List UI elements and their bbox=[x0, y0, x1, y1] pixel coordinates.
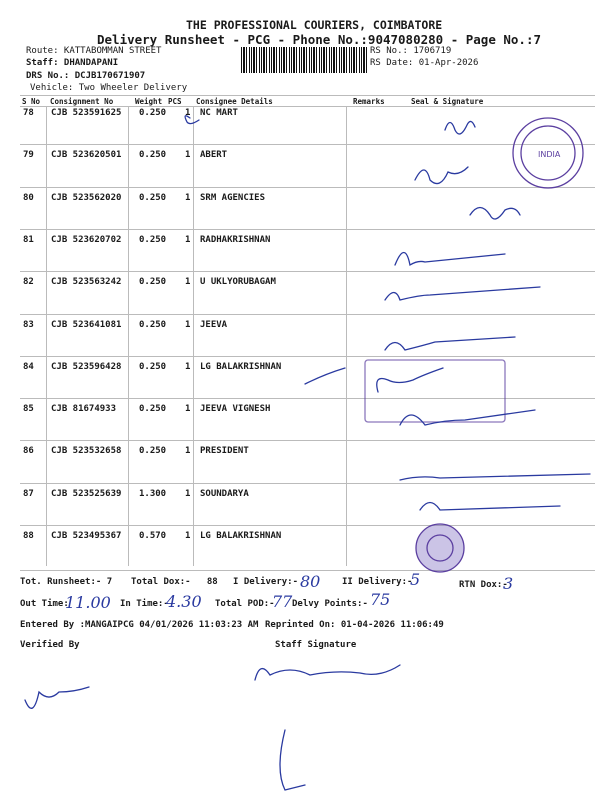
row-consignee: JEEVA bbox=[200, 319, 228, 330]
row-consignment-no: CJB 523591625 bbox=[51, 108, 122, 118]
entered-by: Entered By :MANGAIPCG 04/01/2026 11:03:23 AM bbox=[20, 620, 259, 630]
row-pcs: 1 bbox=[185, 234, 191, 245]
row-consignment-no: CJB 81674933 bbox=[51, 404, 117, 415]
ii-delivery-label: II Delivery:- bbox=[342, 577, 413, 587]
verified-by-label: Verified By bbox=[20, 640, 80, 650]
row-consignee: SRM AGENCIES bbox=[200, 192, 266, 203]
row-consignment-no: CJB 523562020 bbox=[51, 192, 122, 203]
row-sno: 78 bbox=[23, 108, 34, 118]
col-remarks: Remarks bbox=[353, 97, 385, 106]
row-sno: 81 bbox=[23, 234, 34, 245]
svg-text:INDIA: INDIA bbox=[538, 150, 561, 159]
pen-mark bbox=[280, 730, 305, 790]
tick-row-84 bbox=[305, 368, 345, 384]
tot-runsheet: Tot. Runsheet:- 7 bbox=[20, 577, 113, 587]
shop-seal-stamp bbox=[416, 524, 464, 572]
row-consignee: NC MART bbox=[200, 108, 238, 118]
row-pcs: 1 bbox=[185, 488, 191, 499]
row-consignment-no: CJB 523620501 bbox=[51, 150, 122, 161]
row-consignment-no: CJB 523525639 bbox=[51, 488, 122, 499]
reprinted-on: Reprinted On: 01-04-2026 11:06:49 bbox=[265, 620, 444, 630]
row-sno: 87 bbox=[23, 488, 34, 499]
row-weight: 0.250 bbox=[139, 361, 167, 372]
rs-date: RS Date: 01-Apr-2026 bbox=[370, 58, 479, 68]
row-consignment-no: CJB 523620702 bbox=[51, 234, 122, 245]
row-sno: 79 bbox=[23, 150, 34, 161]
col-seal: Seal & Signature bbox=[411, 97, 484, 106]
out-time-value: 11.00 bbox=[65, 593, 111, 612]
total-pod-value: 77 bbox=[272, 592, 293, 611]
row-consignee: LG BALAKRISHNAN bbox=[200, 361, 282, 372]
remarks-stamp bbox=[365, 360, 505, 422]
row-consignee: ABERT bbox=[200, 150, 228, 161]
signature-row-84 bbox=[377, 368, 443, 392]
vehicle: Vehicle: Two Wheeler Delivery bbox=[30, 83, 188, 93]
staff-signature-label: Staff Signature bbox=[275, 640, 357, 650]
signature-row-83 bbox=[385, 337, 515, 350]
rtn-dox-label: RTN Dox:- bbox=[459, 580, 508, 590]
row-consignee: LG BALAKRISHNAN bbox=[200, 531, 282, 541]
verified-signature bbox=[25, 687, 89, 708]
col-weight: Weight bbox=[135, 97, 163, 106]
signature-row-85 bbox=[400, 410, 535, 425]
total-pod-label: Total POD:- bbox=[215, 599, 275, 609]
row-consignment-no: CJB 523532658 bbox=[51, 446, 122, 457]
row-consignment-no: CJB 523641081 bbox=[51, 319, 122, 330]
row-weight: 0.250 bbox=[139, 277, 167, 288]
row-weight: 0.250 bbox=[139, 192, 167, 203]
signature-row-78 bbox=[445, 121, 475, 134]
delvy-points-label: Delvy Points:- bbox=[292, 599, 368, 609]
col-consignee: Consignee Details bbox=[196, 97, 273, 106]
row-consignment-no: CJB 523563242 bbox=[51, 277, 122, 288]
ii-delivery-value: 5 bbox=[410, 570, 421, 589]
row-weight: 0.250 bbox=[139, 108, 167, 118]
row-weight: 0.570 bbox=[139, 531, 167, 541]
row-sno: 85 bbox=[23, 404, 34, 415]
signature-row-86 bbox=[400, 474, 590, 480]
tick-mark bbox=[185, 116, 199, 124]
row-consignee: U UKLYORUBAGAM bbox=[200, 277, 276, 288]
signature-row-82 bbox=[385, 287, 540, 300]
col-pcs: PCS bbox=[168, 97, 182, 106]
row-consignee: JEEVA VIGNESH bbox=[200, 404, 271, 415]
row-pcs: 1 bbox=[185, 446, 191, 457]
company-name: THE PROFESSIONAL COURIERS, COIMBATORE bbox=[186, 18, 443, 32]
row-consignee: RADHAKRISHNAN bbox=[200, 234, 271, 245]
row-weight: 0.250 bbox=[139, 446, 167, 457]
row-consignee: SOUNDARYA bbox=[200, 488, 249, 499]
i-delivery-label: I Delivery:- bbox=[233, 577, 299, 587]
row-pcs: 1 bbox=[185, 150, 191, 161]
signature-row-80 bbox=[470, 208, 520, 220]
in-time-value: 4.30 bbox=[166, 592, 202, 611]
rtn-dox-value: 3 bbox=[503, 574, 514, 593]
row-pcs: 1 bbox=[185, 277, 191, 288]
row-pcs: 1 bbox=[185, 531, 191, 541]
runsheet-title: Delivery Runsheet - PCG - Phone No.:9047080280 - Page No.:7 bbox=[97, 32, 542, 47]
staff: Staff: DHANDAPANI bbox=[26, 58, 119, 68]
row-consignment-no: CJB 523495367 bbox=[51, 531, 122, 541]
total-dox: Total Dox:- 88 bbox=[131, 577, 218, 587]
row-sno: 88 bbox=[23, 531, 34, 541]
row-weight: 1.300 bbox=[139, 488, 167, 499]
row-sno: 84 bbox=[23, 361, 34, 372]
in-time-label: In Time:- bbox=[120, 599, 169, 609]
row-pcs: 1 bbox=[185, 361, 191, 372]
signature-row-87 bbox=[420, 503, 560, 511]
row-weight: 0.250 bbox=[139, 234, 167, 245]
delvy-points-value: 75 bbox=[370, 590, 391, 609]
row-weight: 0.250 bbox=[139, 319, 167, 330]
row-pcs: 1 bbox=[185, 108, 191, 118]
out-time-label: Out Time: bbox=[20, 599, 69, 609]
row-pcs: 1 bbox=[185, 192, 191, 203]
row-pcs: 1 bbox=[185, 404, 191, 415]
row-weight: 0.250 bbox=[139, 150, 167, 161]
company-seal-stamp bbox=[513, 118, 583, 188]
row-consignment-no: CJB 523596428 bbox=[51, 361, 122, 372]
route: Route: KATTABOMMAN STREET bbox=[26, 46, 162, 56]
rs-no: RS No.: 1706719 bbox=[370, 46, 452, 56]
i-delivery-value: 80 bbox=[300, 572, 321, 591]
row-sno: 83 bbox=[23, 319, 34, 330]
row-weight: 0.250 bbox=[139, 404, 167, 415]
signature-row-79 bbox=[415, 167, 468, 184]
col-consignment: Consignment No bbox=[50, 97, 114, 106]
drs-no: DRS No.: DCJB170671907 bbox=[26, 71, 146, 81]
row-sno: 80 bbox=[23, 192, 34, 203]
row-pcs: 1 bbox=[185, 319, 191, 330]
staff-signature bbox=[255, 665, 400, 680]
col-sno: S No bbox=[22, 97, 41, 106]
row-sno: 82 bbox=[23, 277, 34, 288]
row-consignee: PRESIDENT bbox=[200, 446, 249, 457]
row-sno: 86 bbox=[23, 446, 34, 457]
signature-row-81 bbox=[395, 253, 505, 266]
